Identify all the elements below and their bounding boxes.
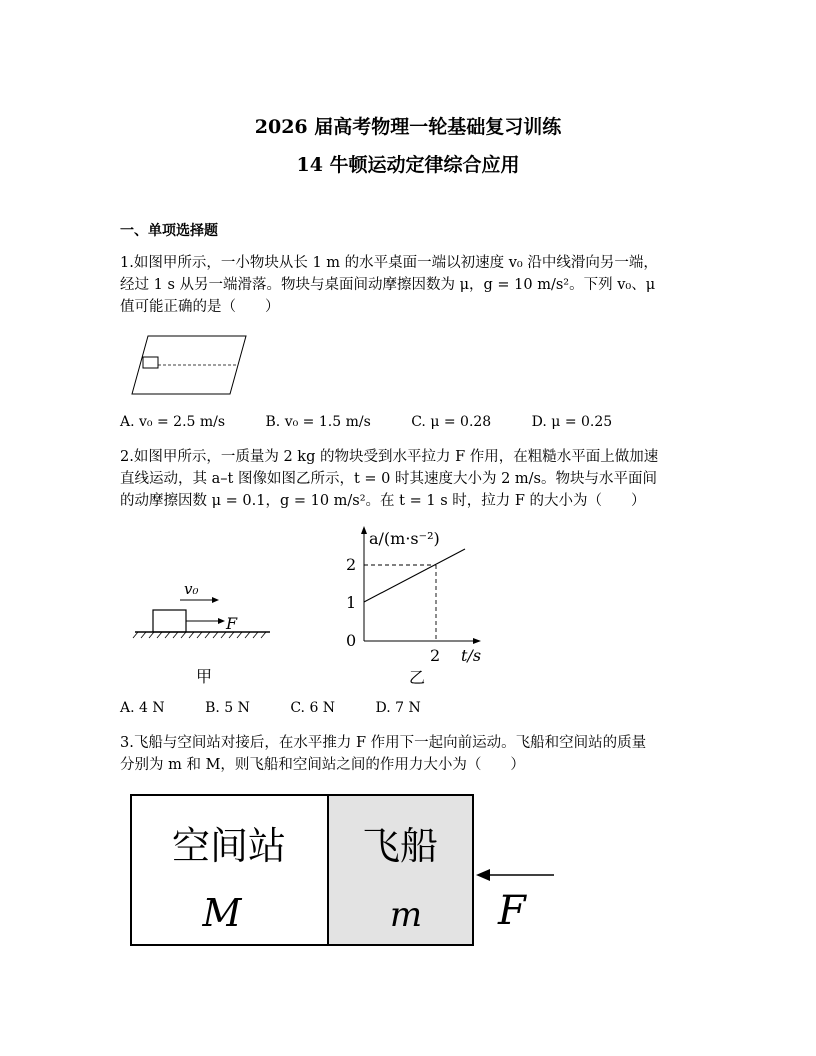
- q2-options: [120, 700, 457, 716]
- q2-line3: 的动摩擦因数 μ = 0.1，g = 10 m/s²。在 t = 1 s 时，拉力 F 的大小为（ ）: [120, 493, 646, 509]
- ground-hatching: [133, 632, 266, 638]
- y-axis-label: a/(m·s⁻²): [369, 529, 440, 548]
- q2-at-graph: [335, 522, 500, 690]
- y-tick-2: 2: [346, 555, 357, 574]
- q2-option-b[interactable]: B. 5 N: [205, 700, 250, 716]
- x-axis-label: t/s: [461, 646, 482, 665]
- q1-line2: 经过 1 s 从另一端滑落。物块与桌面间动摩擦因数为 μ，g = 10 m/s²。下列 v₀、μ: [120, 277, 656, 293]
- force-label: F: [498, 888, 526, 934]
- q2-line1: 2.如图甲所示，一质量为 2 kg 的物块受到水平拉力 F 作用，在粗糙水平面上做加速: [120, 449, 659, 465]
- space-station-label: 空间站: [171, 824, 287, 868]
- q1-option-b[interactable]: B. v₀ = 1.5 m/s: [265, 414, 371, 430]
- title-line2: 14 牛顿运动定律综合应用: [296, 154, 520, 176]
- q2-option-c[interactable]: C. 6 N: [290, 700, 336, 716]
- x-axis-arrow: [473, 638, 481, 644]
- q2-option-d[interactable]: D. 7 N: [375, 700, 421, 716]
- y-tick-1: 1: [346, 593, 357, 612]
- q1-table-figure: [130, 332, 252, 400]
- section-heading: 一、单项选择题: [120, 223, 218, 239]
- q3-line1: 3.飞船与空间站对接后，在水平推力 F 作用下一起向前运动。飞船和空间站的质量: [120, 735, 647, 751]
- q1-option-c[interactable]: C. μ = 0.28: [411, 414, 492, 430]
- q2-block-figure: [120, 575, 290, 690]
- ship-mass-label: m: [389, 895, 423, 935]
- f-label: F: [226, 614, 238, 633]
- block: [153, 610, 186, 632]
- x-tick-2: 2: [430, 646, 441, 665]
- y-tick-0: 0: [346, 631, 357, 650]
- q1-option-a[interactable]: A. v₀ = 2.5 m/s: [120, 414, 226, 430]
- v0-arrow-head: [212, 597, 219, 603]
- station-mass-label: M: [202, 891, 242, 935]
- force-arrow-head: [476, 869, 490, 881]
- title-line1: 2026 届高考物理一轮基础复习训练: [254, 116, 562, 138]
- spaceship-label: 飞船: [361, 824, 439, 868]
- f-arrow-head: [218, 618, 225, 624]
- q1-line3: 值可能正确的是（ ）: [120, 299, 280, 315]
- q3-line2: 分别为 m 和 M，则飞船和空间站之间的作用力大小为（ ）: [120, 757, 525, 773]
- q2-line2: 直线运动，其 a–t 图像如图乙所示，t = 0 时其速度大小为 2 m/s。物块与水平面间: [120, 471, 657, 487]
- block-square: [143, 357, 158, 368]
- q1-options: [120, 414, 648, 430]
- y-axis-arrow: [361, 526, 367, 534]
- a-t-line: [364, 549, 465, 602]
- figure-caption-jia: 甲: [196, 667, 213, 686]
- figure-caption-yi: 乙: [409, 668, 426, 687]
- q3-docking-figure: [128, 792, 568, 952]
- q2-option-a[interactable]: A. 4 N: [120, 700, 165, 716]
- v0-label: v₀: [184, 580, 199, 598]
- q1-option-d[interactable]: D. μ = 0.25: [531, 414, 613, 430]
- q1-line1: 1.如图甲所示，一小物块从长 1 m 的水平桌面一端以初速度 v₀ 沿中线滑向另一端，: [120, 255, 658, 271]
